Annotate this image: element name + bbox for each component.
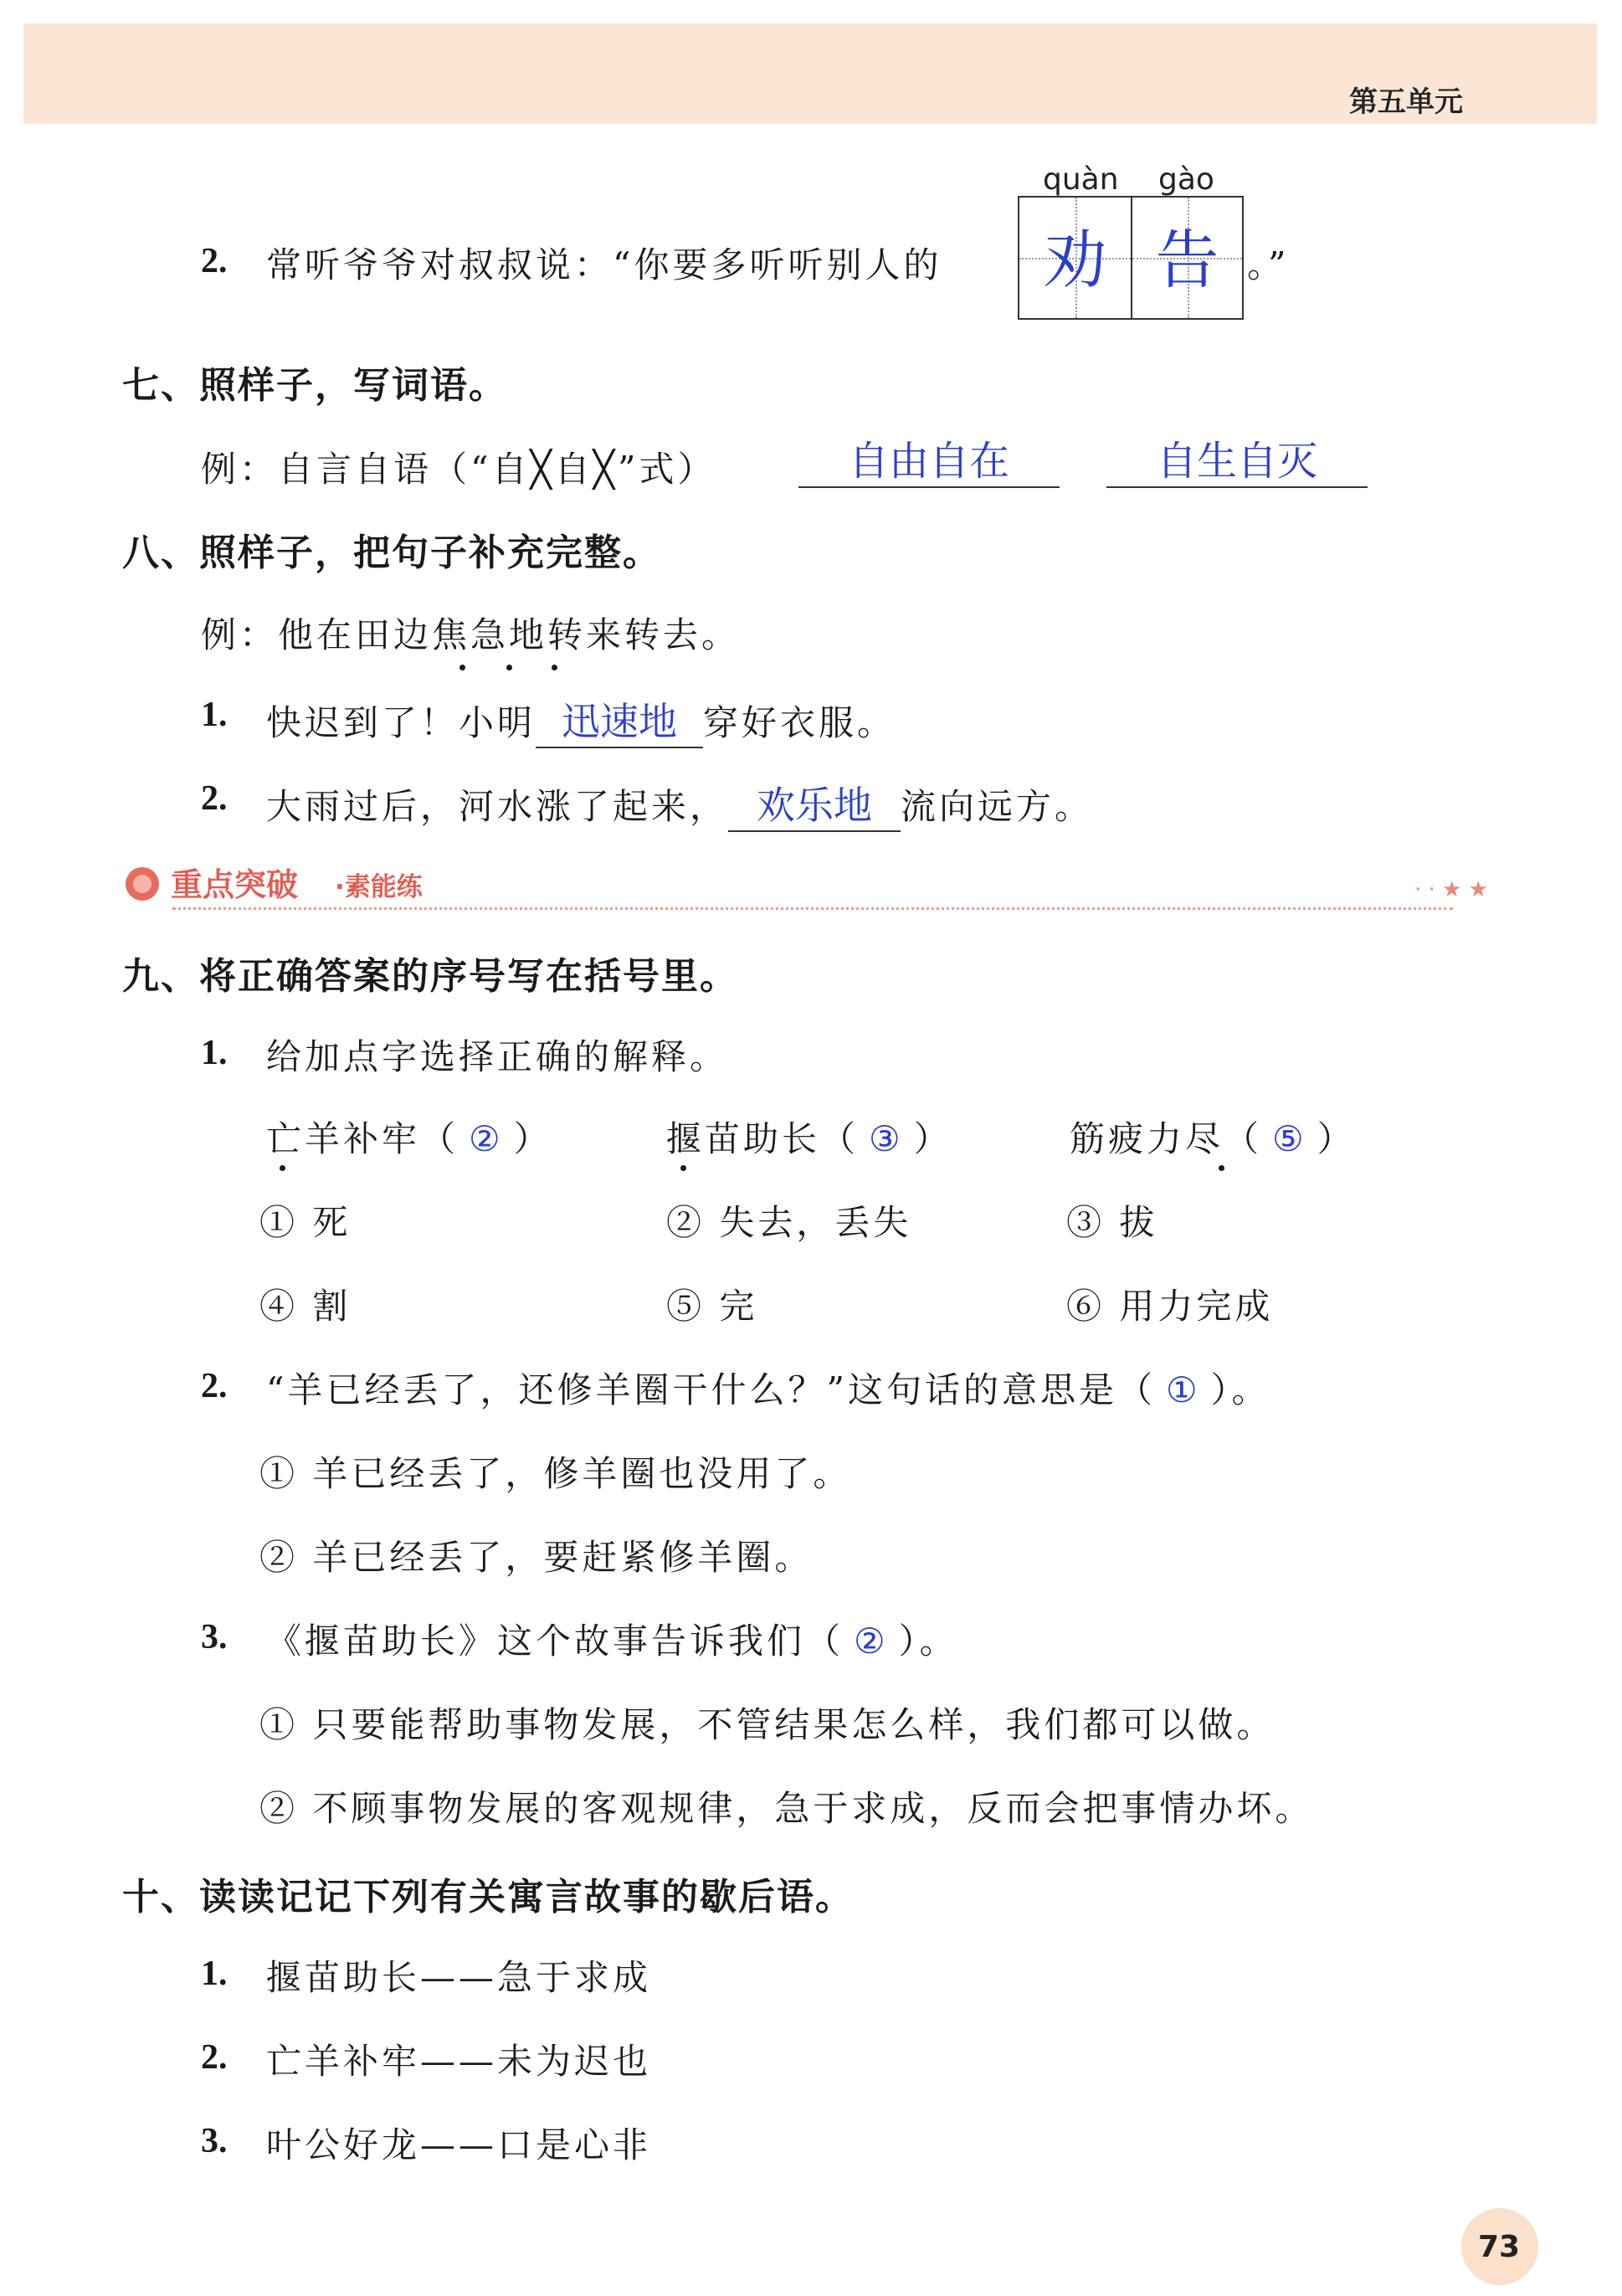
flower-icon [126,867,159,901]
s9-q3-answer[interactable]: ② [854,1621,889,1662]
tianzi-grid [1018,196,1244,320]
s8-item-1-after: 穿好衣服。 [703,702,896,743]
s9-q1-option-4: ④ 割 [259,1286,352,1327]
s7-answer-1[interactable]: 自由自在 [798,429,1060,488]
banner-subtitle: ·素能练 [335,872,423,902]
s9-q1-number: 1. [201,1034,228,1072]
section-9-title: 九、将正确答案的序号写在括号里。 [122,955,738,998]
page-number: 73 [1478,2230,1521,2264]
star-icon: · · ★ ★ [1414,877,1488,902]
emphasis-dot [552,665,557,670]
s9-q1-close-3: ） [1317,1118,1356,1159]
grid-cell-2[interactable] [1131,198,1242,318]
s7-answer-2[interactable]: 自生自灭 [1106,429,1368,488]
q6-2-text: 常听爷爷对叔叔说：“你要多听听别人的 [266,244,942,285]
s10-item-3-number: 3. [201,2122,228,2160]
s9-q1-answer-3[interactable]: ⑤ [1272,1118,1307,1159]
s10-item-1-number: 1. [201,1954,228,1993]
s9-q1-close-2: ） [913,1118,952,1159]
section-7-title: 七、照样子，写词语。 [122,364,507,407]
emphasis-dot [506,665,512,670]
s8-item-2-number: 2. [201,779,228,818]
grid-answer-2: 告 [1155,223,1219,297]
s9-q1-close-1: ） [513,1118,552,1159]
q6-2-number: 2. [201,242,228,280]
s9-q3-number: 3. [201,1618,228,1657]
grid-answer-1: 劝 [1043,223,1107,297]
s9-q1-answer-1[interactable]: ② [469,1118,504,1159]
s8-item-1-before: 快迟到了！小明 [266,702,536,743]
emphasis-dot [680,1165,686,1171]
s9-q2-number: 2. [201,1367,228,1405]
s9-q1-option-3: ③ 拔 [1066,1202,1158,1243]
emphasis-dot [459,665,465,670]
s9-q3-close: ）。 [898,1621,958,1662]
q6-2-close: 。” [1247,244,1290,285]
banner-title: 重点突破 [171,866,299,903]
banner-divider [172,907,1453,910]
s10-item-2-text: 亡羊补牢——未为迟也 [266,2041,652,2082]
section-8-example: 例：他在田边焦急地转来转去。 [201,614,741,655]
s9-q2-option-1: ① 羊已经丢了，修羊圈也没用了。 [259,1453,852,1494]
s9-q2-option-2: ② 羊已经丢了，要赶紧修羊圈。 [259,1537,814,1578]
unit-label: 第五单元 [1349,85,1463,119]
s8-item-2-answer[interactable]: 欢乐地 [728,775,901,832]
s9-q1-word-1: 亡羊补牢（ [266,1118,459,1159]
section-7-example: 例：自言自语（“自╳自╳”式） [201,449,716,490]
pinyin-1: quàn [1043,162,1119,197]
s9-q1-answer-2[interactable]: ③ [869,1118,904,1159]
s9-q1-text: 给加点字选择正确的解释。 [266,1036,729,1077]
s9-q3-text: 《揠苗助长》这个故事告诉我们（ [266,1621,844,1662]
s8-item-2-after: 流向远方。 [901,786,1094,827]
s9-q3-option-1: ① 只要能帮助事物发展，不管结果怎么样，我们都可以做。 [259,1704,1276,1745]
emphasis-dot [280,1165,285,1171]
grid-cell-1[interactable] [1019,198,1131,318]
s9-q2-close: ）。 [1210,1369,1270,1410]
s9-q1-word-3: 筋疲力尽（ [1070,1118,1263,1159]
section-8-title: 八、照样子，把句子补充完整。 [122,532,661,574]
s10-item-3-text: 叶公好龙——口是心非 [266,2124,652,2165]
s9-q1-option-6: ⑥ 用力完成 [1066,1286,1274,1327]
s10-item-1-text: 揠苗助长——急于求成 [266,1957,652,1998]
s9-q2-text: “羊已经丢了，还修羊圈干什么？”这句话的意思是（ [266,1369,1156,1410]
s9-q1-option-2: ② 失去，丢失 [666,1202,912,1243]
emphasis-dot [1219,1165,1224,1171]
s9-q1-word-2: 揠苗助长（ [666,1118,860,1159]
s8-item-1-answer[interactable]: 迅速地 [536,691,703,748]
s10-item-2-number: 2. [201,2038,228,2077]
s9-q1-option-5: ⑤ 完 [666,1286,758,1327]
s9-q2-answer[interactable]: ① [1165,1369,1201,1410]
pinyin-2: gào [1158,162,1214,197]
s9-q3-option-2: ② 不顾事物发展的客观规律，急于求成，反而会把事情办坏。 [259,1788,1314,1829]
s8-item-1-number: 1. [201,696,228,734]
section-10-title: 十、读读记记下列有关寓言故事的歇后语。 [122,1876,854,1918]
s9-q1-option-1: ① 死 [259,1202,352,1243]
s8-item-2-before: 大雨过后，河水涨了起来， [266,786,729,827]
